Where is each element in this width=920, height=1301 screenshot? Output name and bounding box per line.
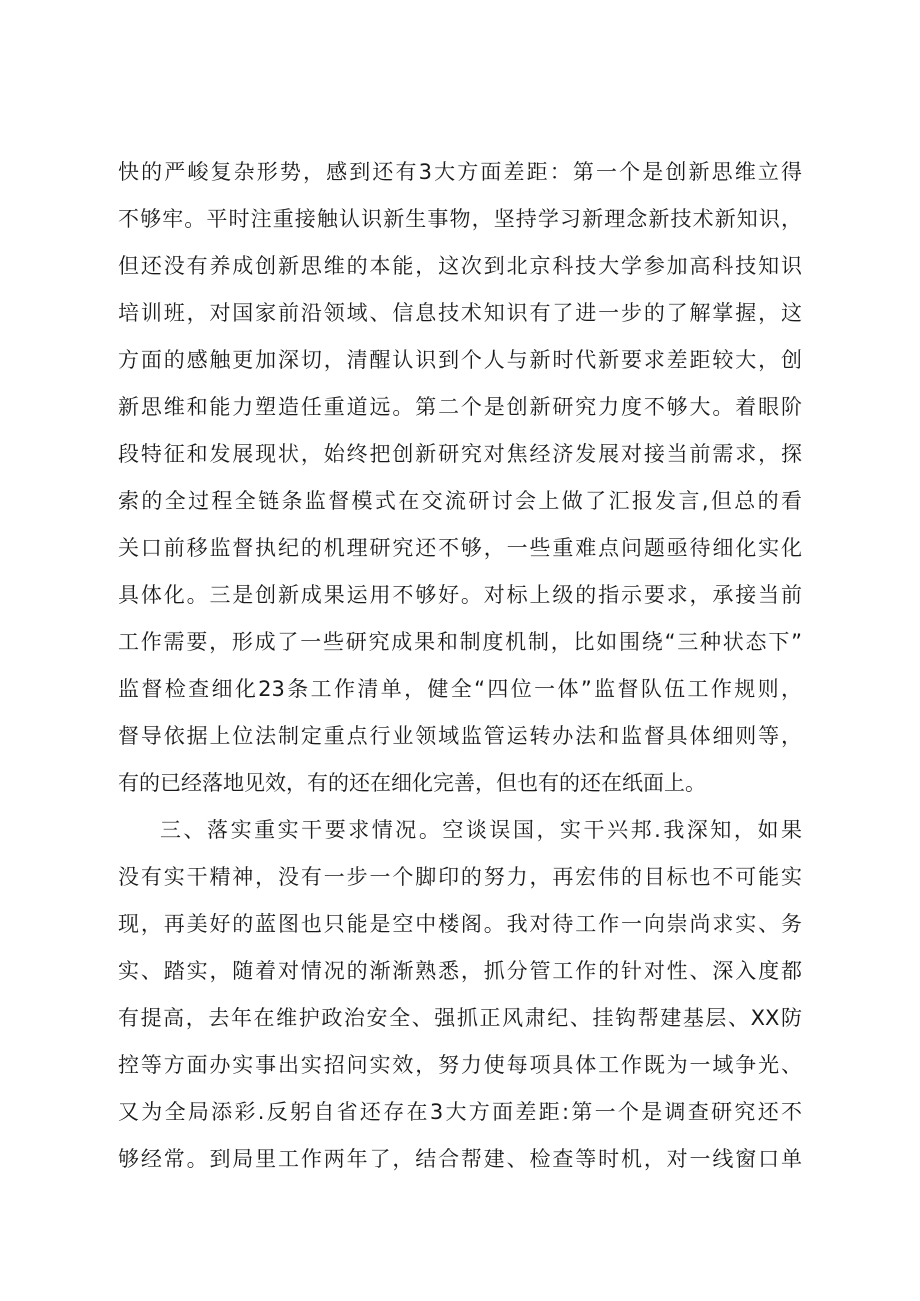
text-line: 快的严峻复杂形势，感到还有3大方面差距：第一个是创新思维立得	[118, 160, 802, 184]
text-line: 培训班，对国家前沿领域、信息技术知识有了进一步的了解掌握，这	[118, 301, 802, 325]
text-line: 督导依据上位法制定重点行业领域监管运转办法和监督具体细则等，	[118, 724, 802, 748]
text-line: 段特征和发展现状，始终把创新研究对焦经济发展对接当前需求，探	[118, 442, 802, 466]
paragraph-heading-line: 三、落实重实干要求情况。空谈误国，实干兴邦.我深知，如果	[160, 818, 802, 842]
text-line: 有提高，去年在维护政治安全、强抓正风肃纪、挂钩帮建基层、XX防	[118, 1006, 802, 1030]
text-line: 又为全局添彩.反躬自省还存在3大方面差距:第一个是调查研究还不	[118, 1100, 802, 1124]
text-line: 够经常。到局里工作两年了，结合帮建、检查等时机，对一线窗口单	[118, 1147, 802, 1171]
text-line: 但还没有养成创新思维的本能，这次到北京科技大学参加高科技知识	[118, 254, 802, 278]
text-line: 新思维和能力塑造任重道远。第二个是创新研究力度不够大。着眼阶	[118, 395, 802, 419]
text-line: 工作需要，形成了一些研究成果和制度机制，比如围绕“三种状态下”	[118, 630, 802, 654]
text-line: 实、踏实，随着对情况的渐渐熟悉，抓分管工作的针对性、深入度都	[118, 959, 802, 983]
text-line: 控等方面办实事出实招问实效，努力使每项具体工作既为一域争光、	[118, 1053, 802, 1077]
text-line: 索的全过程全链条监督模式在交流研讨会上做了汇报发言,但总的看	[118, 489, 802, 513]
text-line: 现，再美好的蓝图也只能是空中楼阁。我对待工作一向崇尚求实、务	[118, 912, 802, 936]
text-line: 有的已经落地见效，有的还在细化完善，但也有的还在纸面上。	[118, 771, 706, 795]
text-line: 不够牢。平时注重接触认识新生事物，坚持学习新理念新技术新知识，	[118, 207, 802, 231]
text-line: 关口前移监督执纪的机理研究还不够，一些重难点问题亟待细化实化	[118, 536, 802, 560]
text-line: 没有实干精神，没有一步一个脚印的努力，再宏伟的目标也不可能实	[118, 865, 802, 889]
text-line: 监督检查细化23条工作清单，健全“四位一体”监督队伍工作规则，	[118, 677, 802, 701]
text-line: 具体化。三是创新成果运用不够好。对标上级的指示要求，承接当前	[118, 583, 802, 607]
text-line: 方面的感触更加深切，清醒认识到个人与新时代新要求差距较大，创	[118, 348, 802, 372]
